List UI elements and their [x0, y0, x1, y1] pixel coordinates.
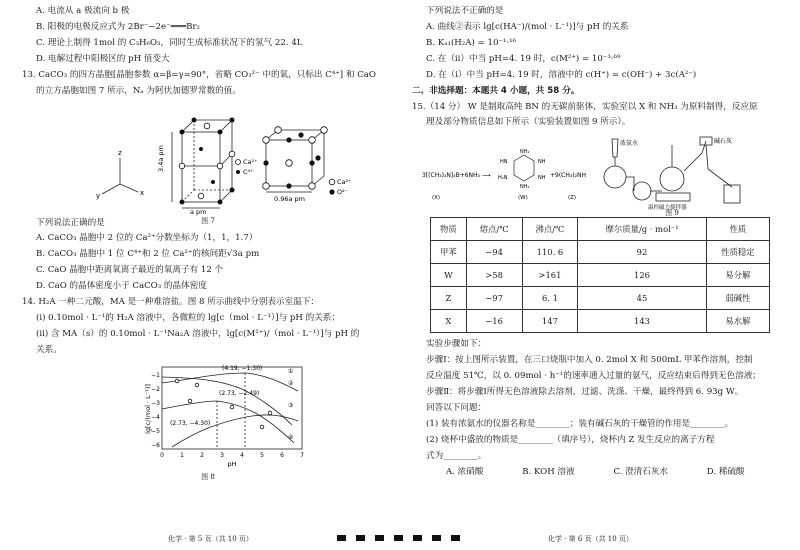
table-cell: 126 [578, 264, 706, 287]
registration-mark [394, 535, 403, 541]
svg-text:HN: HN [500, 159, 508, 166]
y-tick: −6 [151, 441, 160, 449]
table-cell: −97 [466, 287, 522, 310]
label-soda-lime: 碱石灰 [714, 138, 733, 146]
q13-option-c: C. CaO 晶胞中距离氧离子最近的氧离子有 12 个 [36, 265, 224, 276]
reaction-right: +9(CH₃)₂NH [550, 172, 587, 180]
q15-stem-line1: 15.（14 分） W 是制取高纯 BN 的无碳前驱体，实验室以 X 和 NH₃ 为原料制得，反应原 [412, 101, 758, 112]
table-cell: Z [431, 287, 467, 310]
table-cell: 143 [578, 310, 706, 333]
y-tick: −1 [151, 371, 160, 379]
annotation-1: (4.19, −1.30) [222, 364, 263, 372]
w-ring [514, 155, 534, 181]
table-cell: 易分解 [706, 264, 769, 287]
q13-option-d: D. CaO 的晶体密度小于 CaCO₃ 的晶体密度 [36, 281, 207, 292]
ph-curves-chart [22, 361, 394, 469]
choice-c: C. 澄清石灰水 [613, 466, 669, 477]
svg-text:H₂N: H₂N [498, 175, 508, 182]
y-tick: −2 [151, 385, 160, 393]
reaction-left: 3[(CH₃)₂N]₃B+6NH₃ ⟶ [422, 172, 491, 180]
table-header-row [431, 218, 770, 241]
registration-mark [413, 535, 422, 541]
choice-d: D. 稀硫酸 [706, 466, 745, 477]
axis-z-label: z [118, 148, 122, 157]
svg-text:NH₂: NH₂ [520, 149, 530, 156]
question-1: (1) 装有浓氨水的仪器名称是________；装有碱石灰的干燥管的作用是________。 [426, 418, 734, 429]
dim-b-label: 0.96a pm [274, 194, 305, 203]
table-row [431, 241, 770, 264]
curve-label-2: ② [288, 379, 294, 387]
q14-option-c: C. 在（ⅱ）中当 pH=4. 19 时，c(M²⁺) = 10⁻³·⁶⁹ [426, 53, 621, 64]
registration-mark [451, 535, 460, 541]
curve-label-3: ③ [288, 401, 294, 409]
x-tick: 7 [300, 451, 304, 459]
q15-stem-line2: 理及部分物质信息如下所示（实验装置如图 9 所示）。 [426, 117, 631, 128]
q14-stem-line1: 14. H₂A 一种二元酸，MA 是一种难溶盐。图 8 所示曲线中分别表示室温下： [22, 297, 319, 308]
figure-9-caption: 图 9 [665, 209, 679, 218]
figure-8 [22, 361, 394, 479]
svg-text:NH₂: NH₂ [520, 184, 530, 191]
choice-b: B. KOH 溶液 [522, 466, 575, 477]
annotation-3: (2.73, −4.30) [170, 419, 211, 427]
q14-stem-line2: (ⅰ) 0.10mol · L⁻¹的 H₂A 溶液中，各微粒的 lg[c（mol · L⁻¹）]与 pH 的关系； [36, 313, 340, 324]
curve-label-1: ① [288, 367, 294, 375]
registration-mark [337, 535, 346, 541]
q14-stem-line4: 关系。 [36, 344, 62, 355]
x-tick: 4 [240, 451, 244, 459]
figure-8-caption: 图 8 [201, 472, 215, 481]
q13-stem-line2: 的立方晶胞如图 7 所示，Nₐ 为阿伏加德罗常数的值。 [36, 85, 241, 96]
step-1-line1: 步骤Ⅰ：按上图所示装置，在三口烧瓶中加入 0. 2mol X 和 500mL 甲苯作溶剂，控制 [426, 355, 753, 366]
section-heading: 二、非选择题：本题共 4 小题，共 58 分。 [412, 85, 580, 96]
table-cell: 6. 1 [522, 287, 578, 310]
step-2: 步骤Ⅱ：将步骤Ⅰ所得无色溶液除去溶剂，过滤、洗涤、干燥，最终得到 6. 93g W。 [426, 387, 744, 398]
x-tick: 3 [220, 451, 224, 459]
svg-text:NH: NH [538, 175, 546, 182]
footer-left: 化学 · 第 5 页（共 10 页） [168, 535, 253, 544]
dim-height-label: 3.4a pm [157, 144, 165, 172]
footer-right: 化学 · 第 6 页（共 10 页） [548, 535, 633, 544]
table-row [431, 310, 770, 333]
q14-stem-line3: (ⅱ) 含 MA（s）的 0.10mol · L⁻¹Na₂A 溶液中，lg[c(M²⁺)/（mol · L⁻¹）]与 pH 的 [36, 328, 360, 339]
table-cell: >161 [522, 264, 578, 287]
curve-2 [162, 373, 298, 391]
left-page [22, 6, 394, 483]
q12-option-c: C. 理论上制得 1mol 的 C₃H₆O₃，同时生成标准状况下的氢气 22. 4L [36, 37, 303, 48]
y-tick: −3 [151, 399, 160, 407]
x-tick: 6 [280, 451, 284, 459]
table-cell: −94 [466, 241, 522, 264]
q12-option-a: A. 电流从 a 极流向 b 极 [36, 6, 130, 16]
figure-9 [412, 133, 782, 218]
table-row [431, 264, 770, 287]
table-header: 沸点/℃ [522, 218, 578, 241]
crystal-cells-diagram [22, 102, 394, 214]
x-axis-label: pH [227, 459, 237, 468]
y-tick: −4 [151, 413, 160, 421]
annotation-2: (2.73, −2.49) [219, 389, 260, 397]
curve-label-4: ④ [288, 433, 294, 441]
q13-option-b: B. CaCO₃ 晶胞中 1 位 C⁴⁺和 2 位 Ca²⁺的核间距√3a pm [36, 249, 260, 260]
table-cell: W [431, 264, 467, 287]
axis-x-label: x [140, 188, 145, 197]
table-header: 摩尔质量/g · mol⁻¹ [578, 218, 706, 241]
table-header: 性质 [706, 218, 769, 241]
table-cell: −16 [466, 310, 522, 333]
right-page [412, 6, 782, 483]
apparatus-diagram [412, 133, 782, 212]
q14-intro: 下列说法不正确的是 [426, 6, 504, 16]
label-x: (X) [432, 195, 441, 202]
curve-1 [162, 377, 292, 425]
x-tick: 1 [180, 451, 184, 459]
questions-heading: 回答以下问题： [426, 403, 487, 414]
q14-option-a: A. 曲线②表示 lg[c(HA⁻)/(mol · L⁻¹)]与 pH 的关系 [426, 21, 629, 32]
dim-a-label: a pm [190, 207, 207, 216]
properties-table [430, 217, 770, 333]
x-tick: 5 [260, 451, 264, 459]
q12-option-b: B. 阳极的电极反应式为 2Br⁻−2e⁻═══Br₂ [36, 21, 200, 32]
q14-option-d: D. 在（ⅰ）中当 pH=4. 19 时，溶液中的 c(H⁺) = c(OH⁻) + 3c(A²⁻) [426, 69, 697, 80]
label-z: (Z) [568, 195, 577, 202]
registration-mark [432, 535, 441, 541]
q14-option-b: B. Kₐ₁(H₂A) = 10⁻¹·¹⁶ [426, 37, 517, 48]
choices [412, 467, 782, 478]
step-1-line2: 反应温度 51℃，以 0. 09mol · h⁻¹的速率通入过量的氨气，反应结束后得到无色溶液； [426, 371, 761, 382]
table-cell: 弱碱性 [706, 287, 769, 310]
steps-heading: 实验步骤如下： [426, 339, 487, 350]
q13-stem-line1: 13. CaCO₃ 的四方晶胞[晶胞参数 α=β=γ=90°，省略 CO₃²⁻ 中的氧，只标出 C⁴⁺] 和 CaO [22, 69, 376, 80]
x-tick: 2 [200, 451, 204, 459]
choice-a: A. 浓硝酸 [446, 466, 484, 477]
q13-intro: 下列说法正确的是 [36, 217, 105, 228]
table-cell: 92 [578, 241, 706, 264]
registration-mark [375, 535, 384, 541]
y-tick: −5 [151, 427, 160, 435]
table-header: 熔点/℃ [466, 218, 522, 241]
question-2-line2: 式为________。 [426, 450, 487, 461]
legend-ca: Ca²⁺ [243, 157, 258, 166]
legend-o: O²⁻ [337, 187, 349, 196]
registration-mark [356, 535, 365, 541]
label-ammonia: 浓氨水 [620, 140, 639, 148]
q12-option-d: D. 电解过程中阳极区的 pH 值变大 [36, 53, 170, 64]
question-2-line1: (2) 烧杯中盛放的物质是________（填序号），烧杯内 Z 发生反应的离子方程 [426, 434, 715, 445]
legend-ca2: Ca²⁺ [337, 177, 352, 186]
table-cell: 110. 6 [522, 241, 578, 264]
table-cell: 45 [578, 287, 706, 310]
x-tick: 0 [160, 451, 164, 459]
axis-y-label: y [96, 191, 101, 200]
table-cell: 147 [522, 310, 578, 333]
svg-text:NH: NH [538, 159, 546, 166]
q13-option-a: A. CaCO₃ 晶胞中 2 位的 Ca²⁺分数坐标为（1，1，1.7） [36, 233, 258, 244]
footer-marks [332, 535, 465, 544]
label-stirrer: 温控磁力搅拌器 [648, 205, 687, 212]
label-w: (W) [518, 195, 528, 202]
table-row [431, 287, 770, 310]
table-cell: 性质稳定 [706, 241, 769, 264]
table-cell: 甲苯 [431, 241, 467, 264]
legend-c: C⁴⁺ [243, 167, 254, 176]
table-header: 物质 [431, 218, 467, 241]
figure-7-caption: 图 7 [201, 217, 215, 226]
y-axis-label: lg[c/(mol · L⁻¹)] [144, 383, 152, 434]
table-cell: 易水解 [706, 310, 769, 333]
table-cell: X [431, 310, 467, 333]
table-cell: >58 [466, 264, 522, 287]
